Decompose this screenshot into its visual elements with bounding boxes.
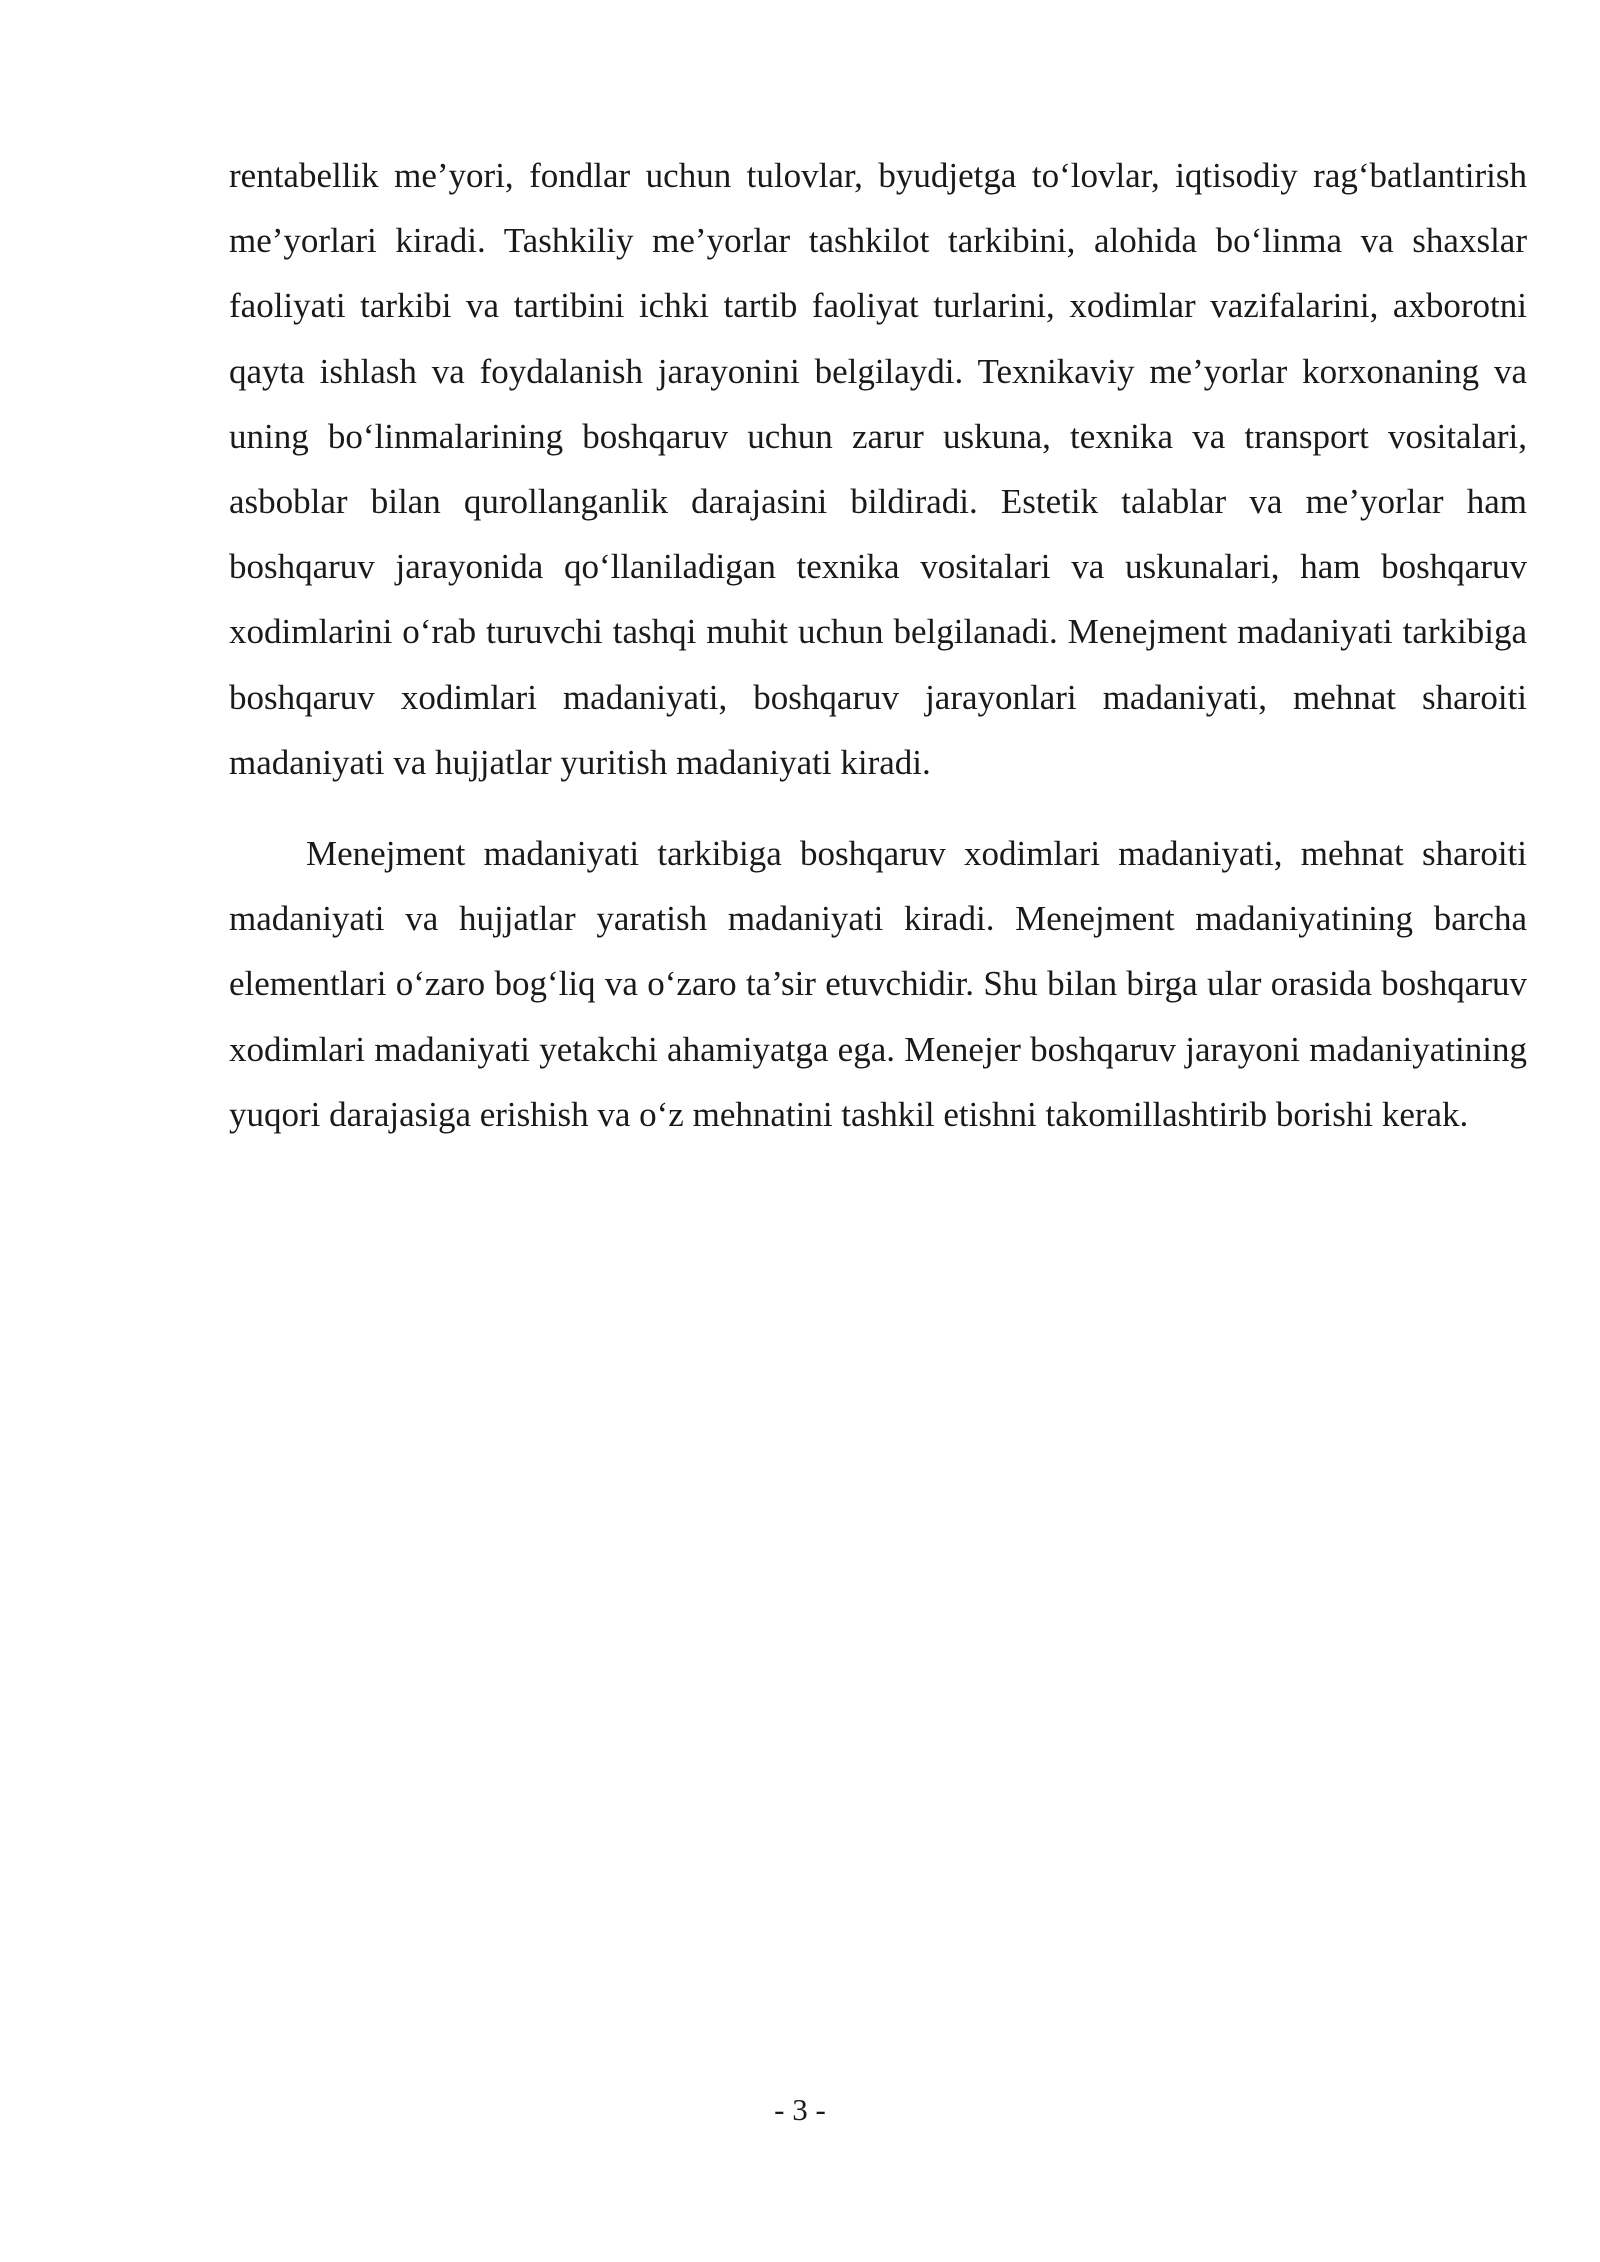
document-body	[229, 143, 1527, 1147]
body-paragraph-2: Menejment madaniyati tarkibiga boshqaruv xodimlari madaniyati, mehnat sharoiti madaniyati va hujjatlar yaratish madaniyati kiradi. Menejment madaniyatining barcha elementlari o‘zaro bog‘liq va o‘zaro ta’sir etuvchidir. Shu bilan birga ular orasida boshqaruv xodimlari madaniyati yetakchi ahamiyatga ega. Menejer boshqaruv jarayoni madaniyatining yuqori darajasiga erishish va o‘z mehnatini tashkil etishni takomillashtirib borishi kerak.	[229, 834, 1527, 1134]
body-paragraph-1: rentabellik me’yori, fondlar uchun tulovlar, byudjetga to‘lovlar, iqtisodiy rag‘batlantirish me’yorlari kiradi. Tashkiliy me’yorlar tashkilot tarkibini, alohida bo‘linma va shaxslar faoliyati tarkibi va tartibini ichki tartib faoliyat turlarini, xodimlar vazifalarini, axborotni qayta ishlash va foydalanish jarayonini belgilaydi. Texnikaviy me’yorlar korxonaning va uning bo‘linmalarining boshqaruv uchun zarur uskuna, texnika va transport vositalari, asboblar bilan qurollanganlik darajasini bildiradi. Estetik talablar va me’yorlar ham boshqaruv jarayonida qo‘llaniladigan texnika vositalari va uskunalari, ham boshqaruv xodimlarini o‘rab turuvchi tashqi muhit uchun belgilanadi. Menejment madaniyati tarkibiga boshqaruv xodimlari madaniyati, boshqaruv jarayonlari madaniyati, mehnat sharoiti madaniyati va hujjatlar yuritish madaniyati kiradi.	[229, 156, 1527, 782]
page-number: - 3 -	[774, 2092, 826, 2127]
